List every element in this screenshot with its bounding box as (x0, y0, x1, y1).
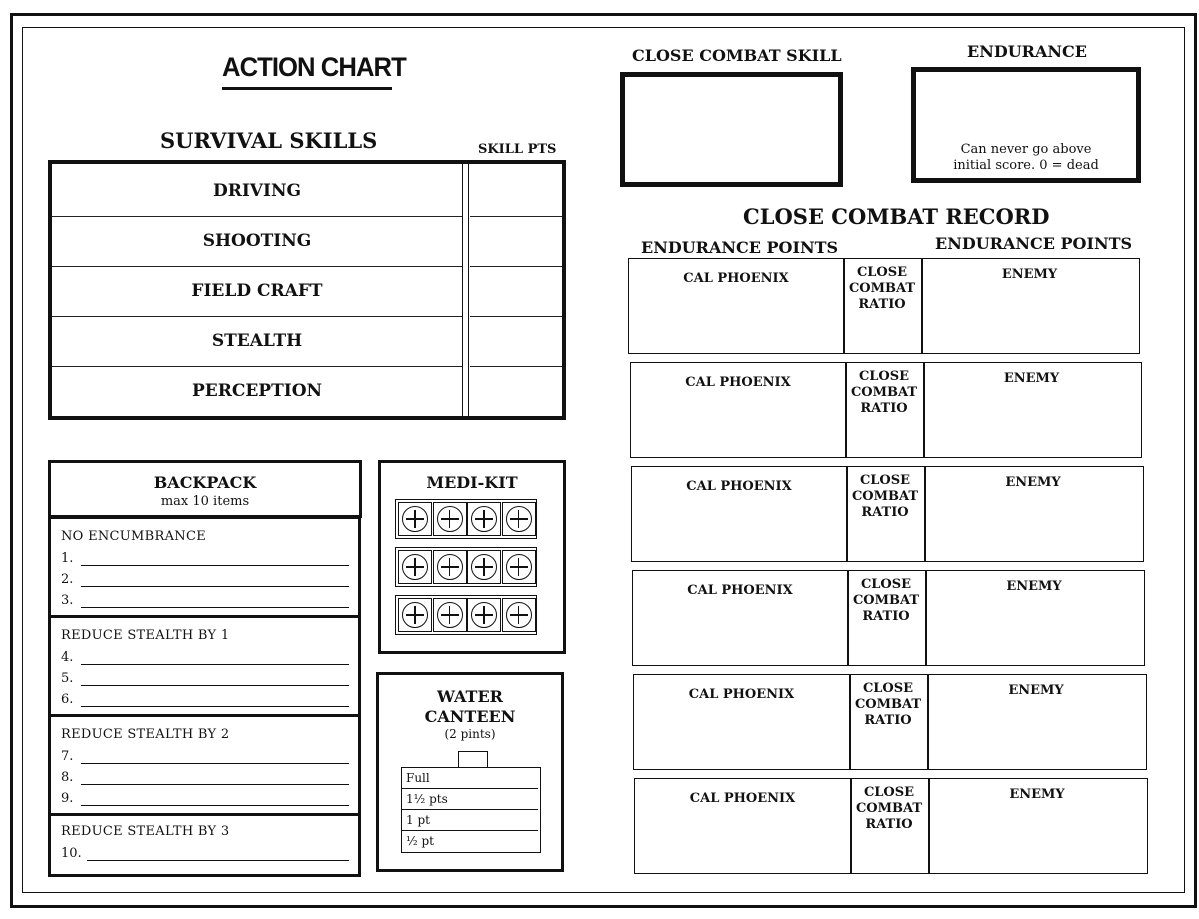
backpack-header (48, 460, 362, 518)
canteen-body (401, 767, 541, 853)
medi-kit-heading: MEDI-KIT (426, 473, 518, 492)
ratio-label: CLOSE (859, 473, 911, 488)
enemy-label: ENEMY (1006, 579, 1062, 594)
player-endurance-cell[interactable] (635, 779, 850, 873)
combat-record-row (633, 674, 1147, 770)
medi-kit-panel (378, 460, 566, 654)
ccr-left-heading: ENDURANCE POINTS (641, 238, 839, 257)
ratio-label: RATIO (865, 817, 913, 832)
canteen-level-1-5[interactable]: 1½ pts (402, 789, 538, 810)
section-label: REDUCE STEALTH BY 2 (61, 727, 230, 742)
ratio-label: RATIO (862, 609, 910, 624)
plus-circle-icon (402, 506, 428, 532)
skill-label: SHOOTING (202, 231, 312, 251)
plus-circle-icon (506, 602, 532, 628)
enemy-endurance-cell[interactable] (924, 467, 1142, 561)
plus-circle-icon (402, 602, 428, 628)
medi-kit-slot[interactable] (502, 502, 536, 536)
backpack-slot[interactable]: 9. (61, 791, 349, 806)
enemy-label: ENEMY (1008, 683, 1064, 698)
skill-row-field-craft (52, 266, 462, 317)
player-endurance-cell[interactable] (634, 675, 849, 769)
ratio-label: RATIO (860, 401, 908, 416)
combat-record-row (632, 570, 1145, 666)
player-endurance-cell[interactable] (633, 571, 847, 665)
medi-kit-slot[interactable] (467, 598, 501, 632)
combat-record-row (634, 778, 1148, 874)
combat-record-row (630, 362, 1142, 458)
combat-ratio-cell[interactable] (843, 259, 921, 353)
player-endurance-cell[interactable] (632, 467, 846, 561)
player-name: CAL PHOENIX (687, 583, 793, 598)
skill-pts-field[interactable] (470, 266, 562, 317)
medi-kit-slot[interactable] (502, 550, 536, 584)
combat-ratio-cell[interactable] (850, 779, 928, 873)
plus-circle-icon (471, 506, 497, 532)
ratio-label: CLOSE (862, 681, 914, 696)
skill-label: FIELD CRAFT (191, 281, 323, 301)
combat-ratio-cell[interactable] (846, 467, 924, 561)
ratio-label: RATIO (864, 713, 912, 728)
endurance-box[interactable] (911, 67, 1141, 183)
medi-kit-slot[interactable] (433, 550, 467, 584)
skill-row-perception (52, 366, 462, 416)
enemy-endurance-cell[interactable] (928, 779, 1146, 873)
skill-label: DRIVING (212, 181, 302, 201)
section-label: NO ENCUMBRANCE (61, 529, 206, 544)
skill-label: PERCEPTION (191, 381, 323, 401)
backpack-section-reduce-1 (48, 615, 361, 722)
backpack-panel (44, 458, 364, 874)
medi-kit-slot[interactable] (467, 502, 501, 536)
ratio-label: COMBAT (854, 697, 922, 712)
medi-kit-slot[interactable] (398, 502, 432, 536)
water-canteen-panel (376, 672, 564, 872)
combat-record-row (631, 466, 1144, 562)
ccs-heading: CLOSE COMBAT SKILL (632, 46, 842, 65)
combat-ratio-cell[interactable] (845, 363, 923, 457)
ratio-label: CLOSE (863, 785, 915, 800)
canteen-level-1[interactable]: 1 pt (402, 810, 538, 831)
ratio-label: RATIO (861, 505, 909, 520)
skill-row-shooting (52, 216, 462, 267)
ratio-label: COMBAT (852, 593, 920, 608)
player-endurance-cell[interactable] (629, 259, 843, 353)
enemy-endurance-cell[interactable] (927, 675, 1145, 769)
skill-pts-field[interactable] (470, 316, 562, 367)
medi-kit-row (395, 499, 537, 539)
backpack-slot[interactable]: 10. (61, 846, 349, 861)
plus-circle-icon (437, 554, 463, 580)
ratio-label: COMBAT (850, 385, 918, 400)
medi-kit-row (395, 547, 537, 587)
player-name: CAL PHOENIX (686, 479, 792, 494)
endurance-note-1: Can never go above (960, 142, 1092, 157)
enemy-endurance-cell[interactable] (923, 363, 1140, 457)
combat-ratio-cell[interactable] (847, 571, 925, 665)
backpack-heading: BACKPACK (153, 473, 257, 492)
skill-pts-field[interactable] (470, 166, 562, 217)
skill-row-stealth (52, 316, 462, 367)
title-underline (222, 87, 392, 90)
enemy-label: ENEMY (1005, 475, 1061, 490)
enemy-endurance-cell[interactable] (925, 571, 1143, 665)
player-name: CAL PHOENIX (689, 791, 796, 806)
section-label: REDUCE STEALTH BY 3 (61, 824, 230, 839)
survival-skills-table (48, 160, 566, 420)
ccr-right-heading: ENDURANCE POINTS (935, 234, 1133, 253)
medi-kit-slot[interactable] (467, 550, 501, 584)
backpack-subheading: max 10 items (160, 494, 250, 509)
ratio-label: CLOSE (858, 369, 910, 384)
player-name: CAL PHOENIX (688, 687, 795, 702)
canteen-neck (458, 751, 488, 768)
enemy-label: ENEMY (1009, 787, 1065, 802)
endurance-heading: ENDURANCE (967, 42, 1087, 61)
backpack-slot[interactable]: 5. (61, 671, 349, 686)
plus-circle-icon (437, 602, 463, 628)
medi-kit-slot[interactable] (433, 598, 467, 632)
medi-kit-row (395, 595, 537, 635)
survival-skills-heading: SURVIVAL SKILLS (160, 128, 378, 153)
plus-circle-icon (506, 506, 532, 532)
backpack-slot[interactable]: 7. (61, 749, 349, 764)
ratio-label: CLOSE (860, 577, 912, 592)
player-name: CAL PHOENIX (685, 375, 791, 390)
page-title: ACTION CHART (222, 52, 406, 82)
enemy-endurance-cell[interactable] (921, 259, 1138, 353)
ccr-heading: CLOSE COMBAT RECORD (743, 204, 1050, 229)
backpack-section-reduce-3 (48, 813, 361, 877)
ratio-label: RATIO (858, 297, 906, 312)
medi-kit-slot[interactable] (398, 550, 432, 584)
ccs-box[interactable] (620, 72, 843, 187)
skill-pts-field[interactable] (470, 216, 562, 267)
plus-circle-icon (437, 506, 463, 532)
plus-circle-icon (506, 554, 532, 580)
canteen-heading-1: WATER (437, 687, 503, 706)
medi-kit-slot[interactable] (502, 598, 536, 632)
enemy-label: ENEMY (1001, 267, 1058, 282)
player-name: CAL PHOENIX (683, 271, 789, 286)
skill-label: STEALTH (211, 331, 303, 351)
plus-circle-icon (471, 554, 497, 580)
backpack-slot[interactable]: 4. (61, 650, 349, 665)
skill-pts-field[interactable] (470, 366, 562, 416)
backpack-slot[interactable]: 1. (61, 551, 349, 566)
combat-record-row (628, 258, 1140, 354)
canteen-level-0-5[interactable]: ½ pt (406, 834, 434, 848)
backpack-section-reduce-2 (48, 714, 361, 821)
player-endurance-cell[interactable] (631, 363, 845, 457)
canteen-heading-2: CANTEEN (424, 707, 516, 726)
ratio-label: COMBAT (848, 281, 916, 296)
backpack-slot[interactable]: 3. (61, 593, 349, 608)
skill-row-driving (52, 166, 462, 217)
skill-pts-heading: SKILL PTS (478, 142, 557, 157)
canteen-level-full[interactable]: Full (402, 768, 538, 789)
backpack-slot[interactable]: 6. (61, 692, 349, 707)
backpack-section-no-encumbrance (48, 516, 361, 623)
medi-kit-slot[interactable] (433, 502, 467, 536)
backpack-slot[interactable]: 2. (61, 572, 349, 587)
plus-circle-icon (402, 554, 428, 580)
section-label: REDUCE STEALTH BY 1 (61, 628, 230, 643)
combat-ratio-cell[interactable] (849, 675, 927, 769)
backpack-slot[interactable]: 8. (61, 770, 349, 785)
ratio-label: COMBAT (851, 489, 919, 504)
canteen-capacity: (2 pints) (444, 727, 496, 741)
plus-circle-icon (471, 602, 497, 628)
endurance-note-2: initial score. 0 = dead (953, 158, 1099, 173)
enemy-label: ENEMY (1003, 371, 1060, 386)
ratio-label: COMBAT (855, 801, 923, 816)
ratio-label: CLOSE (856, 265, 908, 280)
medi-kit-slot[interactable] (398, 598, 432, 632)
